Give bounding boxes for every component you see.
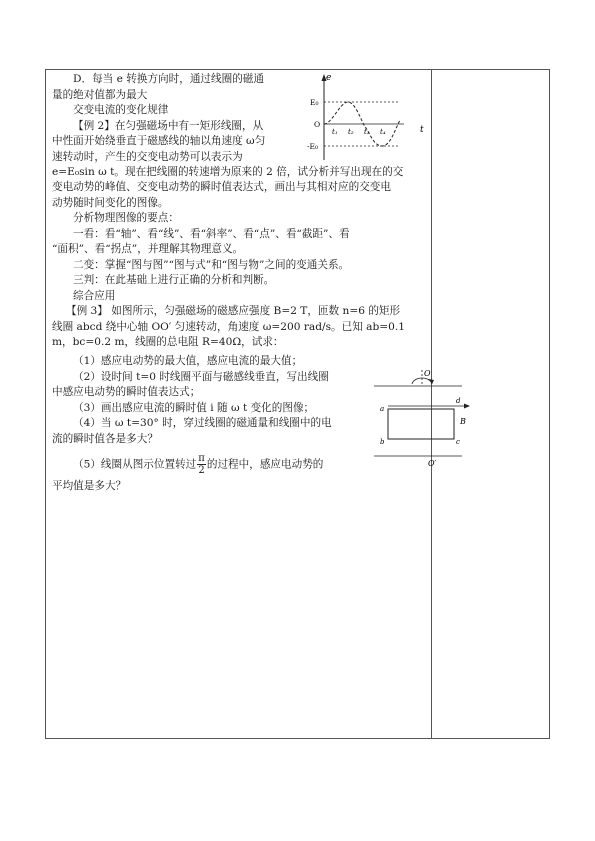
graph-label-neg-e0: -E₀ xyxy=(307,142,319,151)
example2-line3: 速转动时，产生的交变电动势可以表示为 xyxy=(52,150,243,163)
question-3: （3）画出感应电流的瞬时值 i 随 ω t 变化的图像； xyxy=(73,401,315,414)
fraction-denominator: 2 xyxy=(198,465,205,476)
graph-t1: t₁ xyxy=(332,128,338,136)
coil-rectangle xyxy=(388,409,454,439)
text-block-questions xyxy=(52,354,370,495)
question-1: （1）感应电动势的最大值，感应电流的最大值； xyxy=(73,355,303,367)
rotation-arrow xyxy=(429,379,435,384)
example2-line1: 【例 2】在匀强磁场中有一矩形线圈，从 xyxy=(73,119,264,132)
question-2a: （2）设时间 t=0 时线圈平面与磁感线垂直，写出线圈 xyxy=(73,370,329,383)
question-5-suffix: 的过程中，感应电动势的 xyxy=(206,458,324,471)
question-4a: （4）当 ω t=30° 时，穿过线圈的磁通量和线圈中的电 xyxy=(73,417,332,429)
label-b-field: B xyxy=(460,417,466,426)
graph-axis-t: t xyxy=(420,125,424,135)
fraction-numerator: π xyxy=(198,453,205,464)
question-4b: 流的瞬时值各是多大？ xyxy=(52,432,158,445)
graph-axis-e: e xyxy=(326,73,332,83)
analysis-one-b: “面积”、看“拐点”，并理解其物理意义。 xyxy=(52,243,244,255)
example2-line6: 动势随时间变化的图像。 xyxy=(52,196,169,209)
option-d-line2: 量的绝对值都为最大 xyxy=(52,88,148,101)
label-c: c xyxy=(456,438,460,446)
text-block-main xyxy=(52,165,430,351)
analysis-title: 分析物理图像的要点： xyxy=(73,212,179,224)
graph-t3: t₃ xyxy=(364,128,370,136)
question-5c: 平均值是多大？ xyxy=(52,480,127,492)
section-heading-ac-law: 交变电流的变化规律 xyxy=(73,104,169,116)
label-b: b xyxy=(380,438,385,446)
label-a: a xyxy=(380,405,385,413)
option-d-line1: D．每当 e 转换方向时，通过线圈的磁通 xyxy=(73,73,264,85)
example2-line4: e=E₀sin ω t。现在把线圈的转速增为原来的 2 倍，试分析并写出现在的交 xyxy=(52,165,404,178)
graph-origin: O xyxy=(314,120,321,129)
graph-t2: t₂ xyxy=(348,128,354,136)
graph-label-e0: E₀ xyxy=(310,98,319,107)
analysis-one-a: 一看：看“轴”、看“线”、看“斜率”、看“点”、看“截距”、看 xyxy=(73,227,350,240)
fraction-pi-over-2 xyxy=(197,453,206,476)
question-2b: 中感应电动势的瞬时值表达式； xyxy=(52,386,201,398)
ac-emf-graph xyxy=(304,72,430,162)
coil-diagram xyxy=(372,364,472,469)
example2-line5: 变电动势的峰值、交变电动势的瞬时值表达式，画出与其相对应的交变电 xyxy=(52,181,391,193)
analysis-three: 三判：在此基础上进行正确的分析和判断。 xyxy=(73,274,275,286)
label-o-top: O xyxy=(424,369,431,378)
example3-line2: 线圈 abcd 绕中心轴 OO′ 匀速转动，角速度 ω=200 rad/s。已知 ab=0.1 xyxy=(52,320,405,333)
comprehensive-heading: 综合应用 xyxy=(73,289,116,302)
field-arrow-head xyxy=(464,404,470,409)
question-5-prefix: （5）线圈从图示位置转过 xyxy=(73,458,197,471)
question-5a xyxy=(52,453,370,476)
example3-line1: 【例 3】 如图所示，匀强磁场的磁感应强度 B=2 T，匝数 n=6 的矩形 xyxy=(66,305,401,317)
example3-line3: m，bc=0.2 m，线圈的总电阻 R=40Ω，试求： xyxy=(52,336,284,348)
graph-t4: t₄ xyxy=(380,128,386,136)
analysis-two: 二变：掌握“图与图”“图与式”和“图与物”之间的变通关系。 xyxy=(73,258,350,271)
example2-line2: 中性面开始绕垂直于磁感线的轴以角速度 ω匀 xyxy=(52,135,266,147)
label-o-bottom: O′ xyxy=(428,459,437,468)
label-d: d xyxy=(456,397,461,405)
